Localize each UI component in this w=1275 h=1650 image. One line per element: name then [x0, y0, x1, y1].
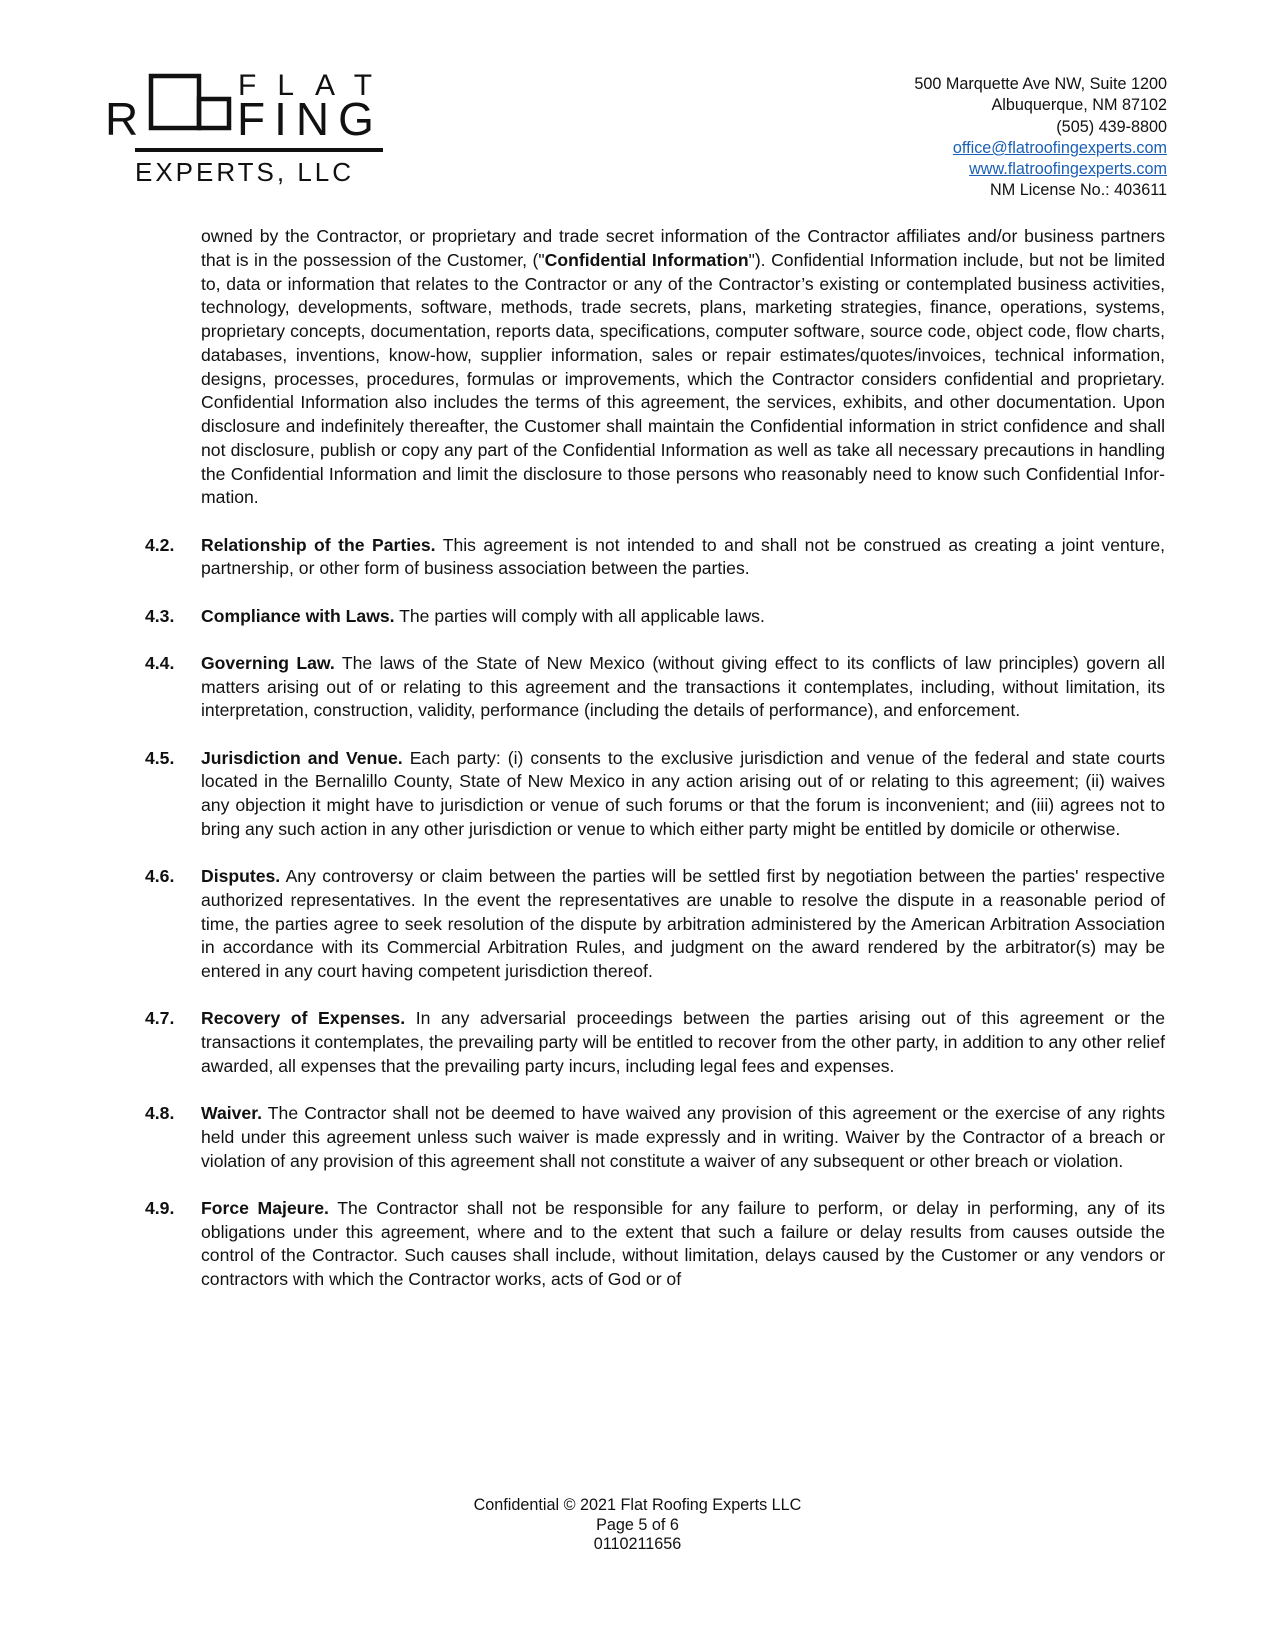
address-line-2: Albuquerque, NM 87102: [991, 96, 1167, 115]
phone-number: (505) 439-8800: [1056, 117, 1167, 136]
clause-title: Disputes.: [201, 866, 281, 886]
clause-title: Compliance with Laws.: [201, 605, 395, 626]
contact-info: [914, 74, 1167, 202]
address-line-1: 500 Marquette Ave NW, Suite 1200: [914, 75, 1167, 93]
document-body: [145, 225, 1165, 1292]
logo-r-text: R: [105, 93, 139, 145]
clause-title: Jurisdiction and Venue.: [201, 747, 403, 768]
clause-title: Relationship of the Parties.: [201, 534, 436, 555]
clause-4-6: [145, 865, 1165, 984]
clause-text: The Contractor shall not be responsible for any failure to perform, or delay in performing, any of its obligations under this agreement, where and to the extent that such a failure or delay results from causes outside the control of the Contractor. Such causes shall include, without limitation, delays caused by the Customer or any vendors or contractors with which the Contractor works, acts of God or of: [201, 1197, 1165, 1289]
logo-flat-text: FLAT: [238, 69, 394, 102]
clause-4-2: [145, 534, 1165, 582]
email-link[interactable]: office@flatroofingexperts.com: [952, 138, 1167, 157]
clause-number: 4.4.: [145, 652, 175, 673]
clause-text: The laws of the State of New Mexico (without giving effect to its conflicts of law principles) govern all matters arising out of or relating to this agreement and the transactions it contemplates, including, without limitation, its interpretation, construction, validity, performance (including the details of performance), and enforcement.: [201, 652, 1165, 721]
clause-number: 4.8.: [145, 1103, 175, 1123]
clause-4-8: [145, 1102, 1165, 1173]
clause-number: 4.7.: [145, 1008, 175, 1029]
clause-title: Waiver.: [201, 1103, 262, 1123]
license-number: NM License No.: 403611: [990, 181, 1167, 200]
clause-text: This agreement is not intended to and shall not be construed as creating a joint venture, partnership, or other form of business association between the parties.: [201, 534, 1166, 579]
clause-text: The parties will comply with all applicable laws.: [394, 605, 765, 626]
clause-number: 4.2.: [145, 534, 175, 555]
clause-4-5: [145, 747, 1165, 842]
clause-title: Force Majeure.: [201, 1197, 329, 1218]
logo-fing-text: FING: [237, 93, 383, 145]
clause-number: 4.6.: [145, 866, 175, 886]
page-footer: [0, 1496, 1275, 1555]
clause-number: 4.9.: [145, 1197, 175, 1218]
confidentiality-continuation: [201, 225, 1165, 510]
confidential-information-term: Confidential Information: [544, 249, 749, 270]
clause-text: Each party: (i) consents to the exclusive jurisdiction and venue of the federal and state courts located in the Bernalillo County, State of New Mexico in any action arising out of or relating to this agreement; (ii) waives any objection it might have to jurisdiction or venue of such forums or that the forum is inconvenient; and (iii) agrees not to bring any such action in any other jurisdiction or venue to which either party might be entitled by domicile or otherwise.: [201, 747, 1165, 839]
website-link[interactable]: www.flatroofingexperts.com: [969, 160, 1167, 179]
clause-text: In any adversarial proceedings between the parties arising out of this agreement or the transactions it contemplates, the prevailing party will be entitled to recover from the other party, in addition to any other relief awarded, all expenses that the prevailing party incurs, including legal fees and expenses.: [201, 1008, 1165, 1076]
company-logo: [105, 68, 405, 198]
clause-4-9: [145, 1197, 1165, 1292]
clause-text: Any controversy or claim between the parties will be settled first by negotiation between the parties' respective authorized representatives. In the event the representatives are unable to resolve the dispute in a reasonable period of time, the parties agree to seek resolution of the dispute by arbitration administered by the American Arbitration Association in accordance with its Commercial Arbitration Rules, and judgment on the award rendered by the arbitrator(s) may be entered in any court having competent jurisdiction thereof.: [201, 866, 1165, 981]
clause-4-7: [145, 1007, 1165, 1078]
logo-experts-text: EXPERTS, LLC: [135, 157, 355, 187]
flat-roofing-logo-icon: [105, 68, 405, 198]
clause-4-3: [145, 605, 1165, 629]
clause-number: 4.5.: [145, 747, 175, 768]
confidential-notice: Confidential © 2021 Flat Roofing Experts LLC: [473, 1496, 802, 1514]
clause-text: The Contractor shall not be deemed to have waived any provision of this agreement or the exercise of any rights held under this agreement unless such waiver is made expressly and in writing. Waiver by the Contractor of a breach or violation of any provision of this agreement shall not constitute a waiver of any subsequent or other breach or violation.: [201, 1103, 1165, 1171]
clause-4-4: [145, 652, 1165, 723]
clause-title: Recovery of Expenses.: [201, 1008, 406, 1029]
document-id: 0110211656: [593, 1535, 682, 1553]
clause-title: Governing Law.: [201, 652, 335, 673]
page-number: Page 5 of 6: [596, 1515, 679, 1534]
intro-paragraph: owned by the Contractor, or proprietary and trade secret information of the Contractor affiliates and/or business partners that is in the possession of the Customer, ("Confidential Information"). Confidential Information include, but not be limited to, data or information that relates to the Contractor or any of the Contractor’s existing or contemplated business activities, technology, developments, software, methods, trade secrets, plans, marketing strategies, finance, operations, systems, proprietary concepts, documentation, reports data, specifications, computer software, source code, object code, flow charts, databases, inventions, know-how, supplier information, sales or repair estimates/quotes/invoices, technical information, designs, processes, procedures, formulas or improvements, which the Contractor considers confidential and proprietary. Confidential Information also includes the terms of this agreement, the services, exhibits, and other documentation. Upon disclosure and indefinitely thereafter, the Customer shall maintain the Confidential information in strict confidence and shall not disclosure, publish or copy any part of the Confidential Information as well as take all necessary precautions in handling the Confidential Information and limit the disclosure to those persons who reasonably need to know such Confidential Information.: [201, 226, 1165, 508]
clause-number: 4.3.: [145, 605, 175, 626]
